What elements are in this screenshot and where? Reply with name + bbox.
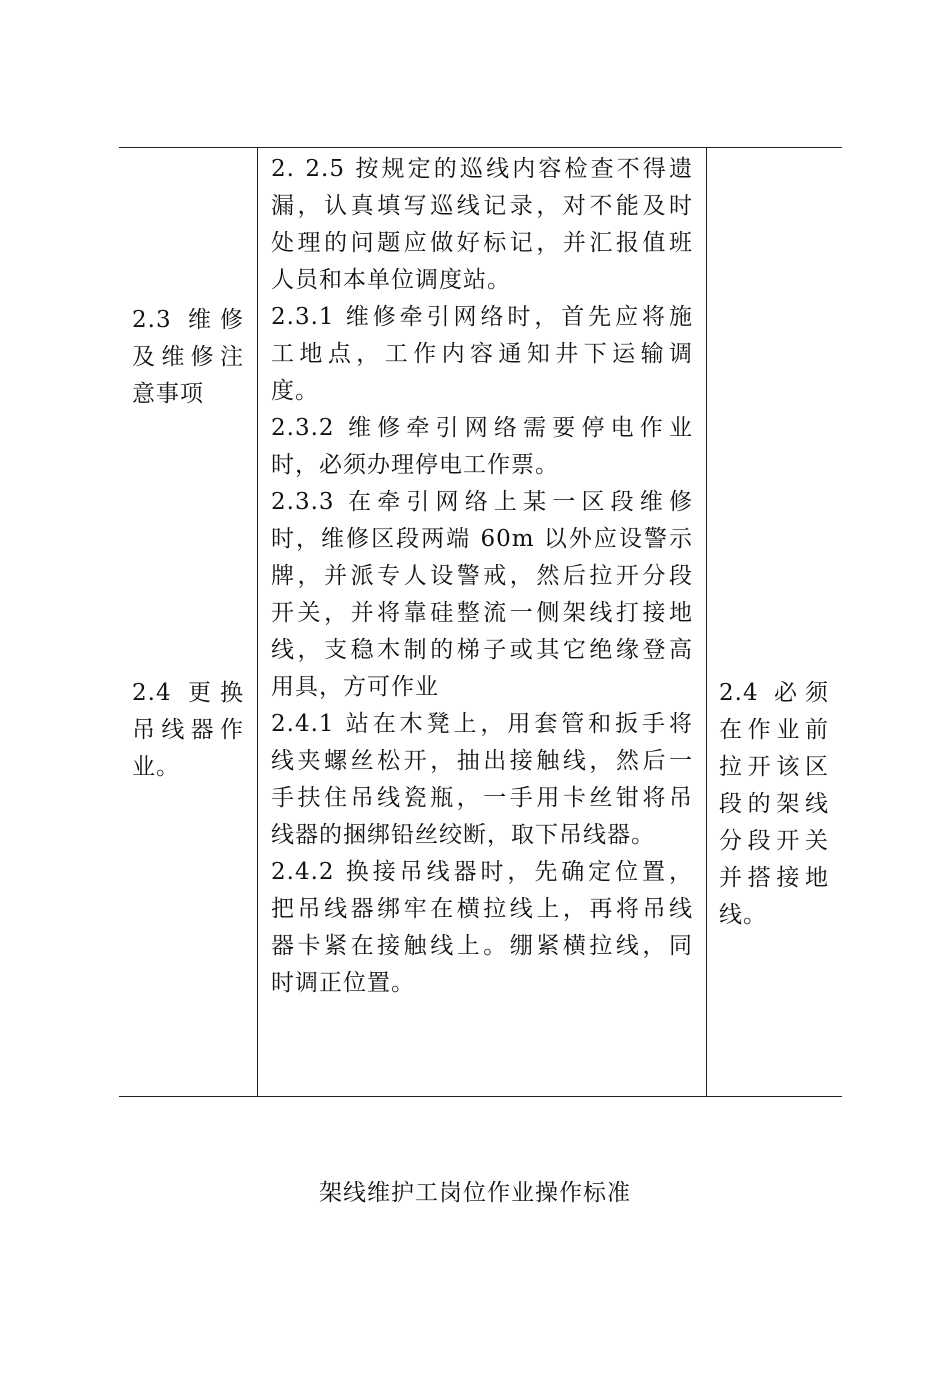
item-2-4-line: 2.4 更换 bbox=[132, 680, 244, 706]
note-line: 并搭接地 bbox=[719, 865, 829, 891]
document-footer-title: 架线维护工岗位作业操作标准 bbox=[319, 1180, 631, 1206]
content-line: 度。 bbox=[271, 378, 319, 404]
content-line: 2.4.2 换接吊线器时，先确定位置， bbox=[271, 859, 693, 885]
procedure-table bbox=[119, 147, 842, 1097]
content-line: 工地点，工作内容通知井下运输调 bbox=[271, 341, 693, 367]
item-2-3-line: 2.3 维修 bbox=[132, 307, 244, 333]
note-line: 2.4 必须 bbox=[719, 680, 829, 706]
content-line: 线器的捆绑铅丝绞断，取下吊线器。 bbox=[271, 822, 655, 848]
note-line: 在作业前 bbox=[719, 717, 829, 743]
content-line: 2. 2.5 按规定的巡线内容检查不得遗 bbox=[271, 156, 693, 182]
item-2-4-line: 吊线器作 bbox=[132, 717, 244, 743]
note-line: 线。 bbox=[719, 902, 767, 928]
item-2-4-note bbox=[719, 675, 829, 934]
note-line: 分段开关 bbox=[719, 828, 829, 854]
content-line: 时，维修区段两端 60m 以外应设警示 bbox=[271, 526, 693, 552]
content-line: 时调正位置。 bbox=[271, 970, 415, 996]
note-line: 段的架线 bbox=[719, 791, 829, 817]
content-line: 线，支稳木制的梯子或其它绝缘登高 bbox=[271, 637, 693, 663]
content-line: 2.3.2 维修牵引网络需要停电作业 bbox=[271, 415, 693, 441]
content-column bbox=[258, 148, 706, 1096]
item-2-3-label bbox=[132, 302, 244, 413]
content-line: 把吊线器绑牢在横拉线上，再将吊线 bbox=[271, 896, 693, 922]
item-2-3-line: 及维修注 bbox=[132, 344, 244, 370]
content-text bbox=[271, 151, 693, 1002]
content-line: 2.4.1 站在木凳上，用套管和扳手将 bbox=[271, 711, 693, 737]
notes-column bbox=[707, 148, 842, 1096]
content-line: 2.3.1 维修牵引网络时，首先应将施 bbox=[271, 304, 693, 330]
content-line: 用具，方可作业 bbox=[271, 674, 439, 700]
content-line: 2.3.3 在牵引网络上某一区段维修 bbox=[271, 489, 693, 515]
content-line: 时，必须办理停电工作票。 bbox=[271, 452, 559, 478]
content-line: 线夹螺丝松开，抽出接触线，然后一 bbox=[271, 748, 693, 774]
note-line: 拉开该区 bbox=[719, 754, 829, 780]
content-line: 处理的问题应做好标记，并汇报值班 bbox=[271, 230, 693, 256]
content-line: 牌，并派专人设警戒，然后拉开分段 bbox=[271, 563, 693, 589]
item-2-4-label bbox=[132, 675, 244, 786]
content-line: 人员和本单位调度站。 bbox=[271, 267, 511, 293]
item-2-4-line: 业。 bbox=[132, 754, 180, 780]
item-2-3-line: 意事项 bbox=[132, 381, 204, 407]
content-line: 开关，并将靠硅整流一侧架线打接地 bbox=[271, 600, 693, 626]
content-line: 手扶住吊线瓷瓶，一手用卡丝钳将吊 bbox=[271, 785, 693, 811]
item-column bbox=[119, 148, 257, 1096]
content-line: 漏，认真填写巡线记录，对不能及时 bbox=[271, 193, 693, 219]
content-line: 器卡紧在接触线上。绷紧横拉线，同 bbox=[271, 933, 693, 959]
